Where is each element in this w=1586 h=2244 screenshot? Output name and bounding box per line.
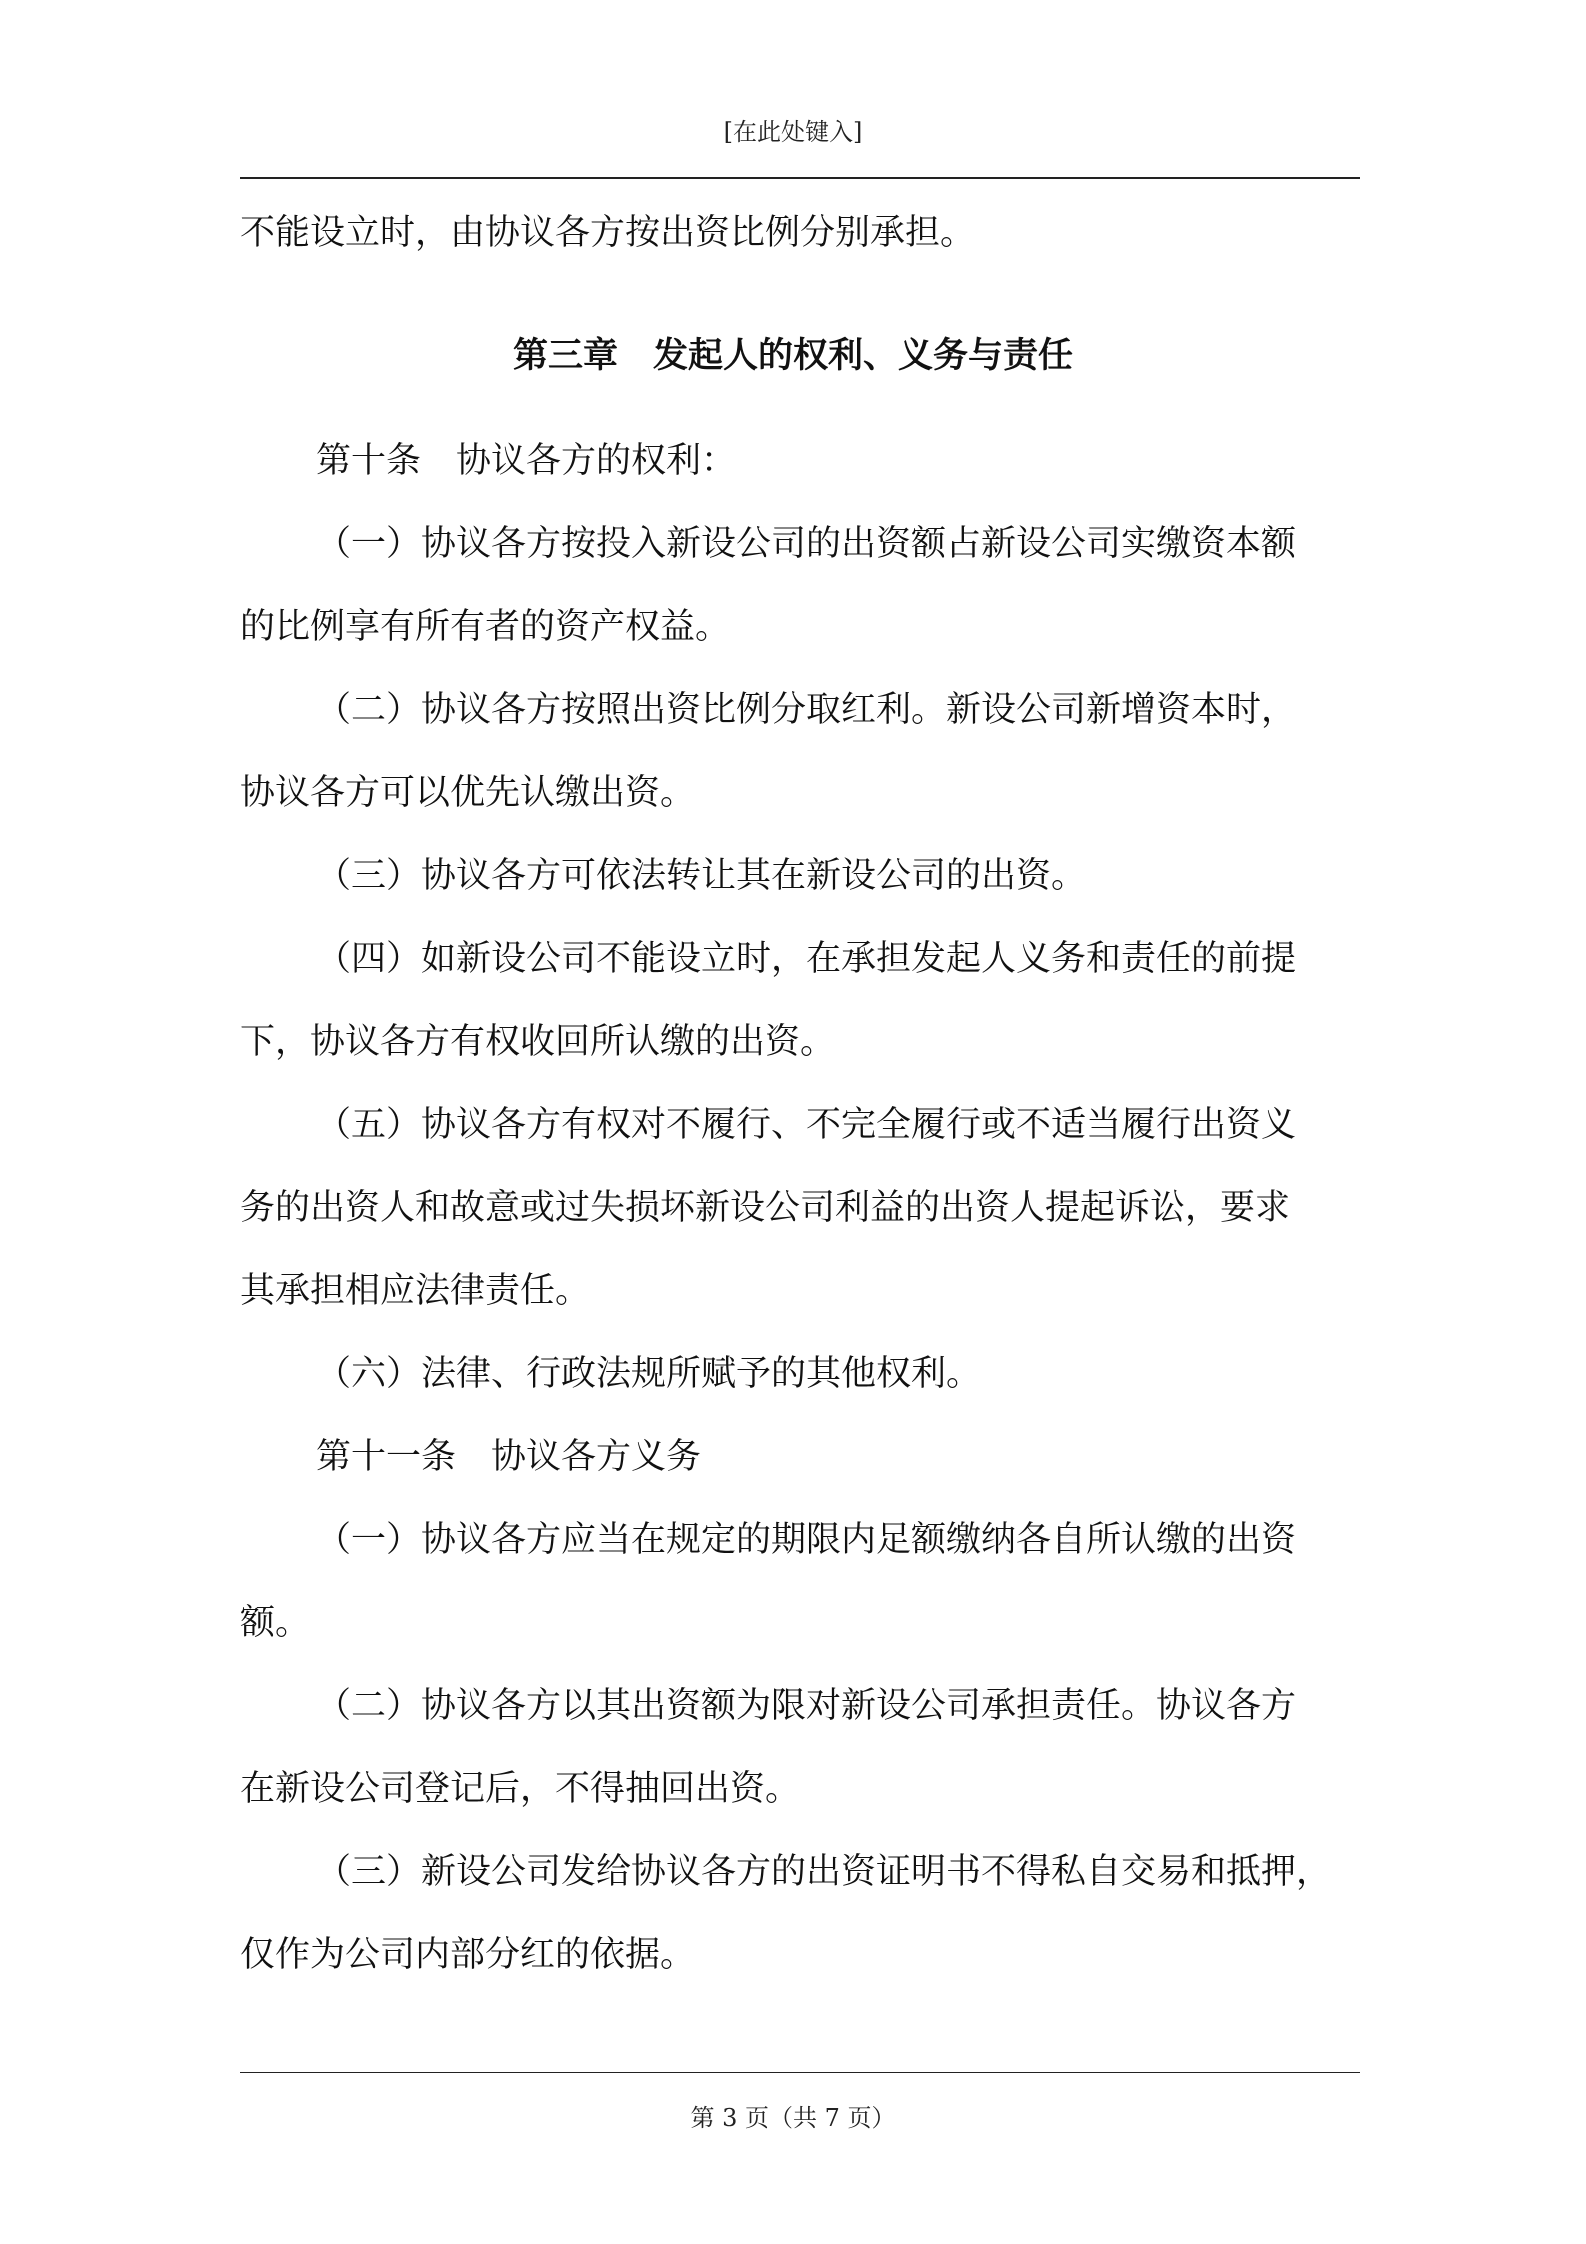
list-item-line: （三）协议各方可依法转让其在新设公司的出资。 [316,856,1087,896]
list-item-line: （一）协议各方按投入新设公司的出资额占新设公司实缴资本额 [316,524,1297,564]
list-item-line: 务的出资人和故意或过失损坏新设公司利益的出资人提起诉讼，要求 [240,1188,1291,1228]
page-header: [在此处键入] [723,118,863,146]
footer-divider [240,2072,1360,2073]
list-item-line: 下，协议各方有权收回所认缴的出资。 [240,1022,836,1062]
header-divider [240,177,1360,179]
list-item-line: 在新设公司登记后，不得抽回出资。 [240,1769,801,1809]
list-item-line: 的比例享有所有者的资产权益。 [240,607,731,647]
chapter-title: 第三章 发起人的权利、义务与责任 [512,336,1073,376]
list-item-line: 其承担相应法律责任。 [240,1271,591,1311]
list-item-line: 仅作为公司内部分红的依据。 [240,1935,696,1975]
list-item-line: （三）新设公司发给协议各方的出资证明书不得私自交易和抵押， [316,1852,1332,1892]
article-heading: 第十条 协议各方的权利： [316,441,737,481]
list-item-line: 协议各方可以优先认缴出资。 [240,773,696,813]
list-item-line: （二）协议各方按照出资比例分取红利。新设公司新增资本时， [316,690,1297,730]
list-item-line: 额。 [240,1603,311,1643]
list-item-line: （六）法律、行政法规所赋予的其他权利。 [316,1354,982,1394]
page-number: 第 3 页（共 7 页） [690,2104,896,2132]
list-item-line: （五）协议各方有权对不履行、不完全履行或不适当履行出资义 [316,1105,1297,1145]
list-item-line: （四）如新设公司不能设立时，在承担发起人义务和责任的前提 [316,939,1297,979]
article-heading: 第十一条 协议各方义务 [316,1437,702,1477]
list-item-line: （一）协议各方应当在规定的期限内足额缴纳各自所认缴的出资 [316,1520,1297,1560]
paragraph-line: 不能设立时，由协议各方按出资比例分别承担。 [240,213,976,253]
list-item-line: （二）协议各方以其出资额为限对新设公司承担责任。协议各方 [316,1686,1297,1726]
